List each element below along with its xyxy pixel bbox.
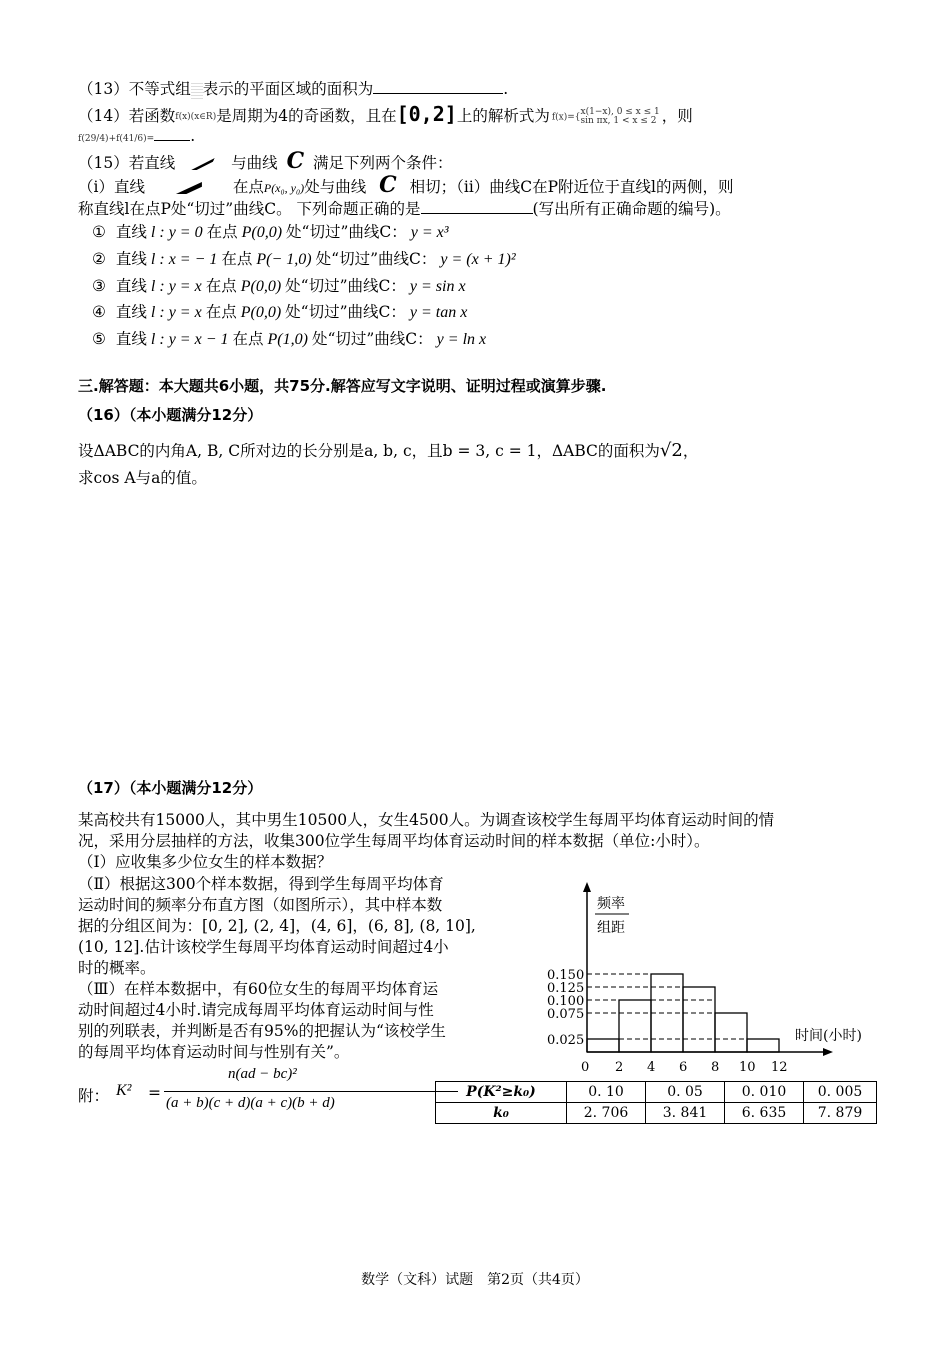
q15-line1-text: 若直线 (128, 154, 176, 172)
q16-line1 (78, 441, 878, 461)
option-text: 直线 (115, 250, 147, 268)
q15-option (92, 329, 490, 350)
q15-point-p: P(x₀, y₀) (263, 181, 305, 195)
histogram-bar (619, 1000, 651, 1052)
option-number: ④ (92, 303, 106, 321)
formula-denominator: (a + b)(c + d)(a + c)(b + d) (166, 1095, 335, 1111)
option-text: 处“切过”曲线C： (285, 277, 406, 295)
q15-curve-c-glyph-2: C (379, 172, 397, 198)
q17-sub3-line: 动时间超过4小时.请完成每周平均体育运动时间与性 (78, 1001, 434, 1019)
x-axis-label: 时间(小时) (795, 1028, 862, 1044)
histogram-bar (747, 1039, 779, 1052)
q14-f-symbol: f(x)(x∈R) (175, 112, 217, 122)
q14-number: （14） (78, 107, 129, 125)
q17-sub2-line: 运动时间的频率分布直方图（如图所示），其中样本数 (78, 896, 443, 914)
option-point: P(1,0) (267, 331, 308, 348)
option-text: 在点 (221, 250, 253, 268)
q17-sub3-line: 的每周平均体育运动时间与性别有关”。 (78, 1043, 350, 1061)
q15-answer-blank[interactable] (421, 199, 533, 214)
q16-line2: 求cos A与a的值。 (78, 469, 207, 487)
q13-system-image (191, 81, 203, 99)
option-text: 在点 (205, 303, 237, 321)
option-line: l : x = − 1 (150, 251, 218, 268)
option-curve: y = tan x (409, 304, 468, 321)
q15-line2c: 处与曲线 (304, 178, 367, 196)
formula-fraction-bar (164, 1091, 458, 1092)
q14-piece1: x(1−x), 0 ≤ x ≤ 1 (580, 107, 660, 117)
q16-sqrt2: √2 (659, 440, 683, 461)
q15-line2 (78, 172, 878, 198)
option-text: 处“切过”曲线C： (286, 223, 407, 241)
q15-curve-c-glyph: C (286, 148, 305, 174)
q14 (78, 104, 878, 127)
option-text: 在点 (206, 223, 238, 241)
table-header-p: P(K²≥k₀) (436, 1082, 567, 1103)
x-tick-label: 12 (771, 1060, 788, 1075)
option-text: 直线 (115, 223, 147, 241)
option-point: P(0,0) (241, 224, 283, 241)
x-tick-label: 0 (581, 1060, 590, 1075)
q16-title: （16）（本小题满分12分） (78, 406, 263, 424)
q13-answer-blank[interactable] (373, 79, 503, 94)
option-point: P(0,0) (240, 304, 282, 321)
option-text: 处“切过”曲线C： (311, 330, 433, 348)
q15-line3a: 称直线l在点P处“切过”曲线C。 下列命题正确的是 (78, 200, 421, 218)
q15-line1 (78, 148, 878, 174)
option-number: ③ (92, 277, 106, 295)
option-point: P(− 1,0) (256, 251, 312, 268)
q13: （13）不等式组 表示的平面区域的面积为 . (78, 80, 509, 98)
y-tick-label: 0.100 (547, 994, 585, 1009)
histogram-bar (683, 987, 715, 1052)
option-curve: y = ln x (436, 331, 487, 348)
y-axis-arrow (583, 882, 591, 892)
q14-ask-line (78, 126, 878, 149)
y-tick-label: 0.025 (547, 1033, 585, 1048)
q14-answer-blank[interactable] (154, 130, 190, 141)
q17-sub2-line: 据的分组区间为：[0, 2], (2, 4]，(4, 6]，(6, 8], (8, 10], (78, 917, 476, 935)
option-curve: y = x³ (410, 224, 449, 241)
critical-value-table (435, 1081, 877, 1124)
q17-sub3-line: 别的列联表，并判断是否有95%的把握认为“该校学生 (78, 1022, 446, 1040)
q15-line2d: 相切；（ⅱ）曲线C在P附近位于直线l的两侧，则 (409, 178, 734, 196)
q15-option (92, 249, 520, 270)
q14-interval: [0,2] (396, 102, 457, 126)
q13-text: 不等式组 (128, 80, 191, 98)
option-line: l : y = x (150, 278, 202, 295)
option-text: 处“切过”曲线C： (285, 303, 406, 321)
table-row (436, 1103, 877, 1124)
y-tick-label: 0.150 (547, 968, 585, 983)
option-curve: y = sin x (409, 278, 466, 295)
y-label-bottom: 组距 (597, 920, 625, 936)
q15-option (92, 302, 471, 323)
q14-ask: f(29/4)+f(41/6)= (78, 134, 155, 144)
chi-square-formula (78, 1066, 408, 1120)
q15-line1c: 满足下列两个条件： (313, 154, 453, 172)
q14-piecewise: f(x)={x(1−x), 0 ≤ x ≤ 1 sin πx, 1 < x ≤ 2 (551, 107, 660, 126)
q14-piece2: sin πx, 1 < x ≤ 2 (580, 116, 657, 126)
option-curve: y = (x + 1)² (440, 251, 516, 268)
table-cell: 0. 005 (804, 1082, 877, 1103)
q16-line1-text: 设ΔABC的内角A, B, C所对边的长分别是a, b, c，且b = 3, c = 1，ΔABC的面积为 (78, 442, 660, 460)
option-text: 直线 (115, 330, 147, 348)
table-cell: 6. 635 (725, 1103, 804, 1124)
q14-text-c: 上的解析式为 (456, 107, 550, 125)
x-tick-label: 4 (647, 1060, 656, 1075)
option-text: 在点 (232, 330, 264, 348)
q17-para-line2: 况，采用分层抽样的方法，收集300位学生每周平均体育运动时间的样本数据（单位:小时）。 (78, 832, 710, 850)
x-tick-label: 10 (739, 1060, 756, 1075)
q17-sub1: （Ⅰ）应收集多少位女生的样本数据？ (78, 853, 333, 871)
formula-equals: = (148, 1084, 161, 1102)
option-text: 处“切过”曲线C： (315, 250, 437, 268)
y-label-top: 频率 (597, 896, 625, 912)
histogram-bar (587, 1039, 619, 1052)
q15-line-l-glyph (191, 158, 215, 170)
page-footer: 数学（文科）试题 第2页（共4页） (361, 1272, 589, 1288)
x-tick-label: 2 (615, 1060, 624, 1075)
option-number: ⑤ (92, 330, 106, 348)
q14-text-d: ，则 (661, 107, 693, 125)
q17-sub2-line: (10, 12].估计该校学生每周平均体育运动时间超过4小 (78, 938, 449, 956)
histogram-bar (715, 1013, 747, 1052)
option-number: ② (92, 250, 106, 268)
q14-tail: . (190, 127, 196, 145)
formula-numerator: n(ad − bc)² (228, 1066, 297, 1082)
q15-line2a: （ⅰ）直线 (78, 178, 145, 196)
y-tick-label: 0.125 (547, 981, 585, 996)
q15-line-l-glyph-2 (176, 182, 202, 194)
q17-sub2-line: （Ⅱ）根据这300个样本数据，得到学生每周平均体育 (78, 875, 444, 893)
option-line: l : y = x (150, 304, 202, 321)
table-header-k0: k₀ (436, 1103, 567, 1124)
q17-para-line1: 某高校共有15000人，其中男生10500人，女生4500人。为调查该校学生每周平均体育运动时间的情 (78, 811, 775, 829)
q13-text2: 表示的平面区域的面积为 (202, 80, 374, 98)
table-cell: 3. 841 (646, 1103, 725, 1124)
q14-text-a: 若函数 (128, 107, 176, 125)
q15-option (92, 276, 470, 297)
table-cell: 0. 10 (567, 1082, 646, 1103)
option-point: P(0,0) (240, 278, 282, 295)
q17-title: （17）（本小题满分12分） (78, 779, 263, 797)
option-text: 直线 (115, 303, 147, 321)
y-tick-label: 0.075 (547, 1007, 585, 1022)
q17-sub2-line: 时的概率。 (78, 959, 156, 977)
q13-number: （13） (78, 80, 129, 98)
table-row (436, 1082, 877, 1103)
q15-line3 (78, 199, 878, 219)
table-cell: 0. 05 (646, 1082, 725, 1103)
option-text: 在点 (205, 277, 237, 295)
table-cell: 0. 010 (725, 1082, 804, 1103)
q17-sub3-line: （Ⅲ）在样本数据中，有60位女生的每周平均体育运 (78, 980, 439, 998)
q14-text-b: 是周期为4的奇函数，且在 (216, 107, 397, 125)
q16-line1-end: ， (682, 442, 699, 460)
table-cell: 2. 706 (567, 1103, 646, 1124)
q15-option (92, 222, 453, 243)
q15-number: （15） (78, 154, 129, 172)
q15-line1b: 与曲线 (231, 154, 278, 172)
q15-line2b: 在点 (232, 178, 264, 196)
x-axis-arrow (823, 1048, 833, 1056)
frequency-histogram (540, 880, 880, 1080)
table-cell: 7. 879 (804, 1103, 877, 1124)
formula-k2: K² (116, 1082, 132, 1099)
option-text: 直线 (115, 277, 147, 295)
formula-attach-label: 附： (78, 1087, 110, 1105)
q15-line3b: (写出所有正确命题的编号)。 (532, 200, 731, 218)
option-number: ① (92, 223, 106, 241)
option-line: l : y = x − 1 (150, 331, 229, 348)
section3-heading: 三.解答题：本大题共6小题，共75分.解答应写文字说明、证明过程或演算步骤. (78, 377, 607, 395)
x-tick-label: 6 (679, 1060, 688, 1075)
x-tick-label: 8 (711, 1060, 720, 1075)
option-line: l : y = 0 (150, 224, 203, 241)
